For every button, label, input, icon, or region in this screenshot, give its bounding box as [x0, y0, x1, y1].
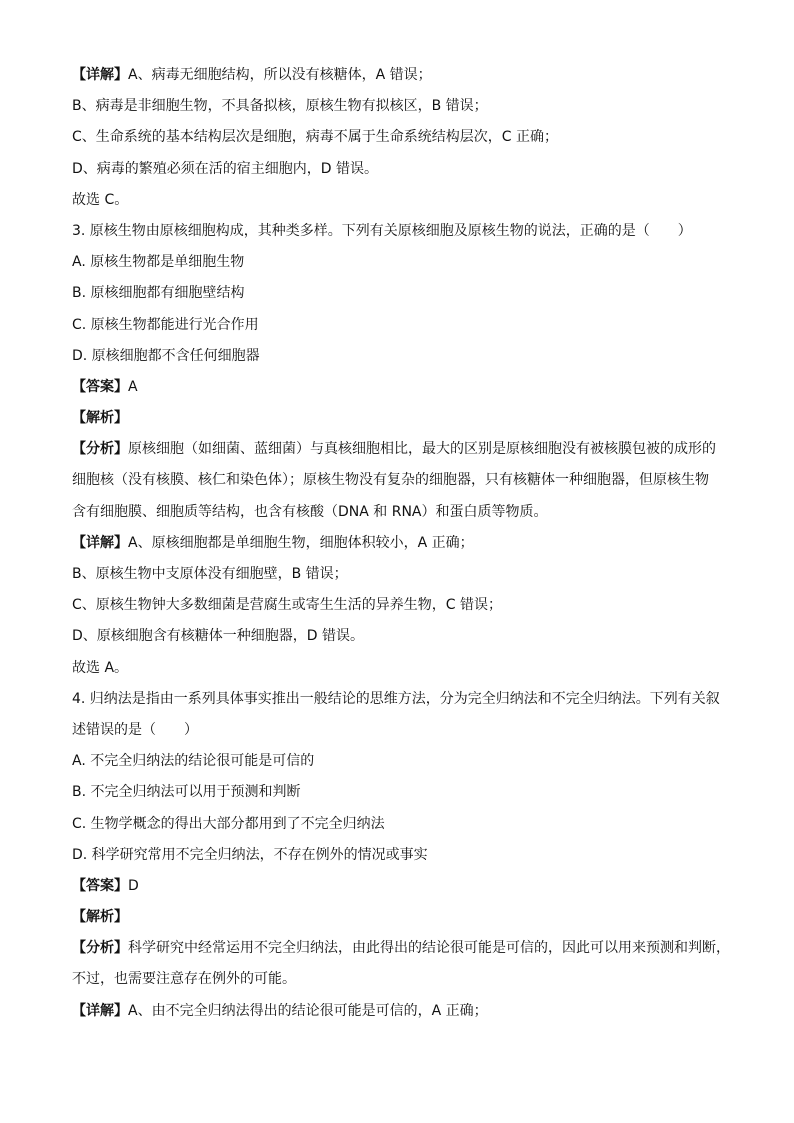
section-label: 【分析】 [72, 940, 128, 957]
text-line [72, 122, 732, 153]
section-label: 【答案】 [72, 877, 128, 894]
line-text: 故选 A。 [72, 659, 129, 676]
section-label: 【分析】 [72, 441, 128, 458]
text-line [72, 91, 732, 122]
text-line [72, 372, 732, 403]
text-line [72, 809, 732, 840]
text-line [72, 933, 732, 964]
text-line [72, 902, 732, 933]
line-text: D. 原核细胞都不含任何细胞器 [72, 347, 260, 364]
line-text: A、病毒无细胞结构，所以没有核糖体，A 错误； [128, 67, 432, 83]
document-page [72, 60, 732, 1027]
text-line [72, 840, 732, 871]
text-line [72, 715, 732, 746]
text-line [72, 996, 732, 1027]
line-text: 4. 归纳法是指由一系列具体事实推出一般结论的思维方法，分为完全归纳法和不完全归纳法。下列有关叙 [72, 690, 720, 707]
line-text: 科学研究中经常运用不完全归纳法，由此得出的结论很可能是可信的，因此可以用来预测和判断， [128, 940, 730, 957]
line-text: 原核细胞（如细菌、蓝细菌）与真核细胞相比，最大的区别是原核细胞没有被核膜包被的成形的 [128, 441, 716, 458]
text-line [72, 278, 732, 309]
line-text: C、生命系统的基本结构层次是细胞，病毒不属于生命系统结构层次，C 正确； [72, 129, 558, 146]
text-line [72, 746, 732, 777]
line-text: 含有细胞膜、细胞质等结构，也含有核酸（DNA 和 RNA）和蛋白质等物质。 [72, 503, 548, 520]
text-line [72, 590, 732, 621]
text-line [72, 777, 732, 808]
line-text: 述错误的是（ ） [72, 721, 198, 738]
text-line [72, 434, 732, 465]
line-text: A. 原核生物都是单细胞生物 [72, 254, 245, 271]
text-line [72, 559, 732, 590]
text-line [72, 60, 732, 91]
text-line [72, 528, 732, 559]
line-text: D [128, 877, 139, 894]
line-text: B. 原核细胞都有细胞壁结构 [72, 285, 245, 302]
text-line [72, 310, 732, 341]
line-text: A [128, 378, 138, 395]
section-label: 【详解】 [72, 534, 128, 551]
line-text: D、病毒的繁殖必须在活的宿主细胞内，D 错误。 [72, 160, 379, 177]
line-text: C、原核生物钟大多数细菌是营腐生或寄生生活的异养生物，C 错误； [72, 597, 502, 614]
text-line [72, 465, 732, 496]
section-label: 【解析】 [72, 909, 128, 926]
line-text: B、病毒是非细胞生物，不具备拟核，原核生物有拟核区，B 错误； [72, 98, 488, 115]
line-text: C. 原核生物都能进行光合作用 [72, 316, 259, 333]
section-label: 【答案】 [72, 378, 128, 395]
text-line [72, 216, 732, 247]
text-line [72, 621, 732, 652]
line-text: D. 科学研究常用不完全归纳法，不存在例外的情况或事实 [72, 846, 428, 863]
text-line [72, 341, 732, 372]
text-line [72, 247, 732, 278]
line-text: 3. 原核生物由原核细胞构成，其种类多样。下列有关原核细胞及原核生物的说法，正确的是（ ） [72, 222, 692, 239]
line-text: D、原核细胞含有核糖体一种细胞器，D 错误。 [72, 628, 365, 645]
text-line [72, 497, 732, 528]
line-text: A. 不完全归纳法的结论很可能是可信的 [72, 753, 315, 770]
text-line [72, 185, 732, 216]
text-line [72, 403, 732, 434]
line-text: A、由不完全归纳法得出的结论很可能是可信的，A 正确； [128, 1002, 488, 1019]
line-text: B. 不完全归纳法可以用于预测和判断 [72, 784, 301, 801]
text-line [72, 684, 732, 715]
section-label: 【详解】 [72, 67, 128, 83]
line-text: B、原核生物中支原体没有细胞壁，B 错误； [72, 566, 348, 582]
section-label: 【详解】 [72, 1002, 128, 1019]
text-line [72, 154, 732, 185]
line-text: 不过，也需要注意存在例外的可能。 [72, 971, 296, 988]
section-label: 【解析】 [72, 410, 128, 427]
text-line [72, 653, 732, 684]
text-line [72, 964, 732, 995]
line-text: A、原核细胞都是单细胞生物，细胞体积较小，A 正确； [128, 534, 474, 551]
text-line [72, 871, 732, 902]
line-text: 细胞核（没有核膜、核仁和染色体）；原核生物没有复杂的细胞器，只有核糖体一种细胞器，但原核生物 [72, 472, 709, 489]
line-text: C. 生物学概念的得出大部分都用到了不完全归纳法 [72, 815, 385, 832]
line-text: 故选 C。 [72, 191, 129, 208]
